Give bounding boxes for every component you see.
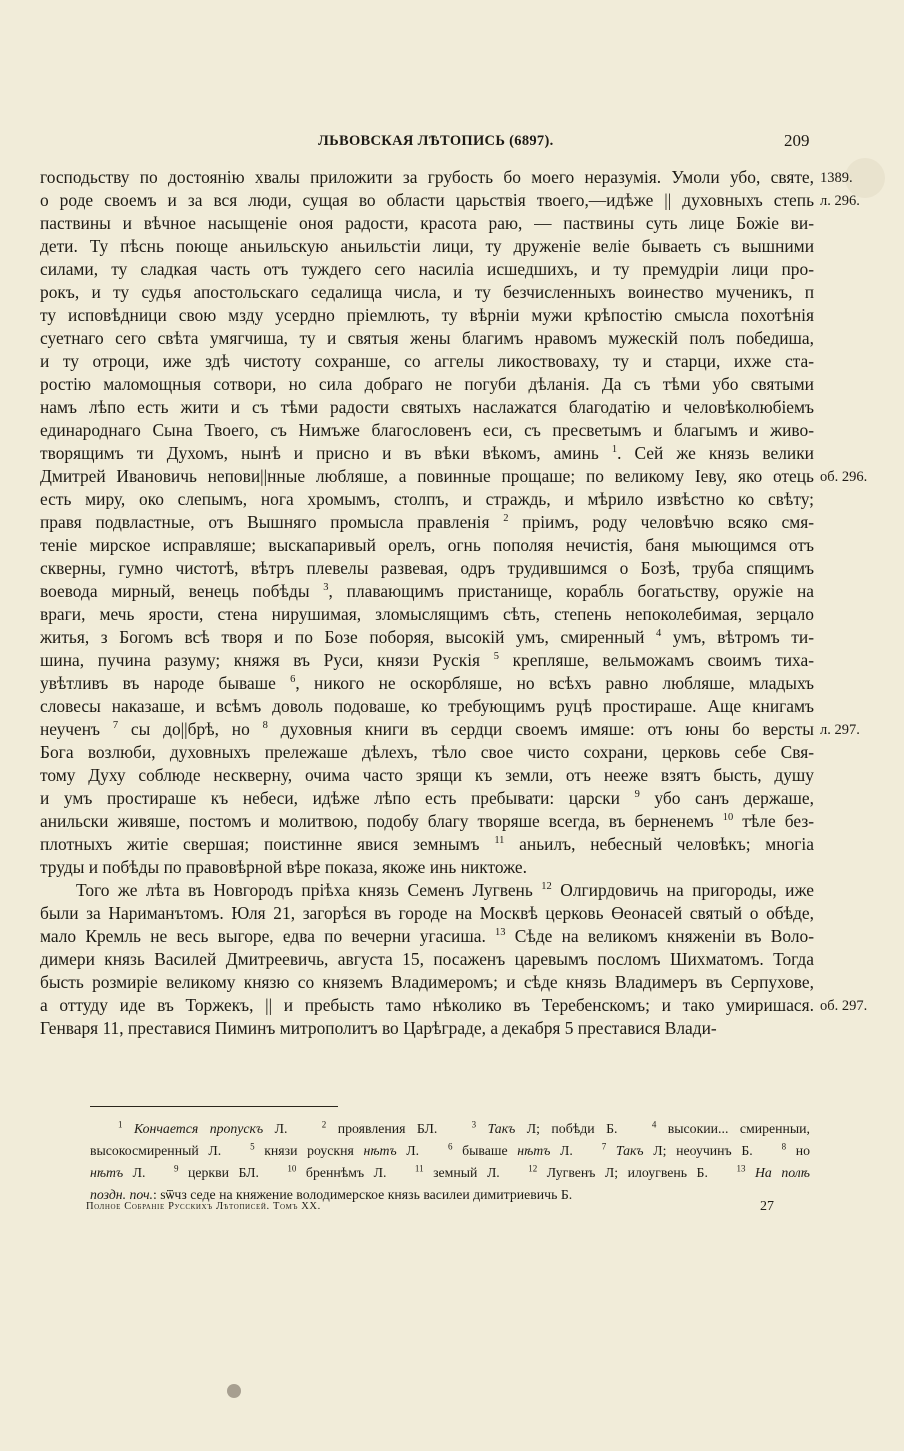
text-line: ростію маломощныя сотвори, но сила добраго не погуби дѣланія. Да съ тѣми убо святыми [40, 374, 814, 394]
text-line: есть миру, око слепымъ, нога хромымъ, столпъ, и страждь, и мѣрило извѣстно ко свѣту; [40, 489, 814, 509]
text-line: словесы наказаше, и всѣмъ доволь подоваше, ко требующимъ руцѣ простираше. Аще книгамъ [40, 696, 814, 716]
margin-note: об. 297. [820, 998, 868, 1014]
series-title: Полное Собраніе Русскихъ Лѣтописей. Томъ XX. [86, 1201, 321, 1212]
text-line: и ту отроци, иже здѣ чистоту сохранше, со аггелы ликоствоваху, ту и старци, ихже ста- [40, 351, 814, 371]
text-line: о роде своемъ и за вся люди, сущая во области царьствія твоего,—идѣже || духовныхъ степь [40, 190, 814, 210]
footnote-line: высокосмиренный Л. $^5$ князи роускня нѣтъ Л. $^6$ бываше нѣтъ Л. $^7$ Такъ Л; неоучинъ Б. $^8$ но [90, 1141, 810, 1158]
text-line: а оттуду иде въ Торжекъ, || и пребысть тамо нѣколико въ Теребенскомъ; и тако умиришася. [40, 995, 814, 1015]
text-line: мало Кремль не весь выгоре, едва по вечерни угасиша. $^{13}$ Сѣде на великомъ княженіи въ Воло- [40, 926, 814, 946]
text-line: скверны, гумно чистотѣ, вѣтръ плевелы развевая, одръ трудившимся о Бозѣ, труба спящимъ [40, 558, 814, 578]
page-number: 209 [784, 131, 810, 150]
text-line: намъ лѣпо есть жити и съ тѣми радости святыхъ наслажатся благодатію и человѣколюбіемъ [40, 397, 814, 417]
text-line: воевода мирный, венець побѣды $^3$, плавающимъ пристанище, корабль богатьству, оружіе на [40, 581, 814, 601]
page-footer [0, 1199, 904, 1219]
text-line: труды и побѣды по правовѣрной вѣре показа, якоже инь никтоже. [40, 857, 527, 877]
text-line: и умъ простираше къ небеси, идѣже лѣпо есть пребывати: царски $^9$ убо санъ держаше, [40, 788, 814, 808]
text-line: враги, мечь ярости, стена нирушимая, зломыслящимъ сѣть, степень непоколебимая, зерцало [40, 604, 814, 624]
text-line: тому Духу соблюде нескверну, очима часто зрящи къ земли, отъ нееже взятъ бысть, душу [40, 765, 814, 785]
footnote-divider [90, 1106, 338, 1107]
text-line: были за Нариманътомъ. Юля 21, загорѣся въ городе на Москвѣ церковь Өеонасей святый о обѣде, [40, 903, 814, 923]
text-line: Генваря 11, преставися Пиминъ митрополитъ во Царѣграде, а декабря 5 преставися Влади- [40, 1018, 717, 1038]
text-line: творящимъ ти Духомъ, нынѣ и присно и въ вѣки вѣкомъ, аминь $^1$. Сей же князь велики [40, 443, 814, 463]
ink-spot [227, 1384, 241, 1398]
margin-note: 1389. [820, 170, 853, 186]
footnote-line: поздн. поч.: ѕѿчз седе на княжение володимерское князь василеи димитриевичь Б. [90, 1187, 573, 1202]
text-line: паствины и вѣчное насыщеніе оноя радости, красота раю, — паствины суть лице Божіе ви- [40, 213, 814, 233]
text-line: суетнаго сего свѣта умягчиша, ту и святыя жены благимъ нравомъ мужескій полъ победиша, [40, 328, 814, 348]
page-header [0, 131, 904, 155]
text-line: шина, пучина разуму; княжя въ Руси, князи Рускія $^5$ крепляше, вельможамъ своимъ тиха- [40, 650, 814, 670]
text-line: единароднаго Сына Твоего, съ Нимъже благословенъ еси, съ пресветымъ и благымъ и живо- [40, 420, 814, 440]
footnote-line: нѣтъ Л. $^9$ церкви БЛ. $^{10}$ бреннѣмъ Л. $^{11}$ земный Л. $^{12}$ Лугвенъ Л; илоугвень Б. $^{13}$ На полѣ [90, 1163, 810, 1180]
text-line: Того же лѣта въ Новгородъ пріѣха князь Семенъ Лугвень $^{12}$ Олгирдовичь на пригороды, иже [76, 880, 814, 900]
text-line: теніе мирское исправляше; выскапаривый орелъ, огнь пополяя нечистія, баня мыющимся отъ [40, 535, 814, 555]
text-line: димери князь Василей Дмитреевичь, августа 15, посаженъ царевымъ посломъ Шихматомъ. Тогда [40, 949, 814, 969]
footnote-line: $^1$ Кончается пропускъ Л. $^2$ проявления БЛ. $^3$ Такъ Л; побѣди Б. $^4$ высокии... смиренныи, [118, 1119, 810, 1136]
signature-number: 27 [760, 1199, 774, 1214]
text-line: правя подвластные, отъ Вышняго промысла правленія $^2$ пріимъ, роду человѣчю всяко смя- [40, 512, 814, 532]
text-line: господьству по достоянію хвалы приложити за грубость бо моего неразумія. Умоли убо, святе, [40, 167, 814, 187]
text-line: ту исповѣдници свою мзду усердно пріемлють, ту вѣрніи мужи крѣпостію смысла похотѣнія [40, 305, 814, 325]
text-line: дети. Ту пѣснь поюще аньильскую аньильстіи лици, ту друженіе веліе бываеть съ вышними [40, 236, 814, 256]
margin-note: л. 297. [820, 722, 860, 738]
margin-note: об. 296. [820, 469, 868, 485]
margin-note: л. 296. [820, 193, 860, 209]
text-line: плотныхъ житіе свершая; поистинне явися земнымъ $^{11}$ аньилъ, небесный человѣкъ; многіа [40, 834, 814, 854]
text-line: бысть розмиріе великому князю со княземъ Владимеромъ; и сѣде князь Владимеръ въ Серпухове, [40, 972, 814, 992]
text-line: Бога возлюби, духовныхъ прележаше дѣлехъ, тѣло свое чисто сохрани, церковь себе Свя- [40, 742, 814, 762]
text-line: Дмитрей Ивановичь непови||нные любляше, а повинные прощаше; по великому Іеву, яко отець [40, 466, 814, 486]
running-title: ЛЬВОВСКАЯ ЛѢТОПИСЬ (6897). [318, 133, 554, 149]
text-line: неученъ $^7$ сы до||брѣ, но $^8$ духовныя книги въ сердци своемъ имяше: отъ юны бо версты [40, 719, 814, 739]
text-line: увѣтливъ въ народе бываше $^6$, никого не оскорбляше, но всѣхъ равно любляше, младыхъ [40, 673, 814, 693]
text-line: рокъ, и ту судья апостольскаго седалища числа, и ту безчисленныхъ воинество мученикъ, п [40, 282, 814, 302]
text-line: силами, ту сладкая часть отъ туждего сего насиліа исшедшихъ, и ту премудріи лици про- [40, 259, 814, 279]
text-line: анильски живяше, постомъ и молитвою, подобу благу творяше всегда, въ берненемъ $^{10}$ тѣле без- [40, 811, 814, 831]
text-line: житья, з Богомъ всѣ творя и по Бозе поборяя, высокій умъ, смиренный $^4$ умъ, вѣтромъ ти- [40, 627, 814, 647]
